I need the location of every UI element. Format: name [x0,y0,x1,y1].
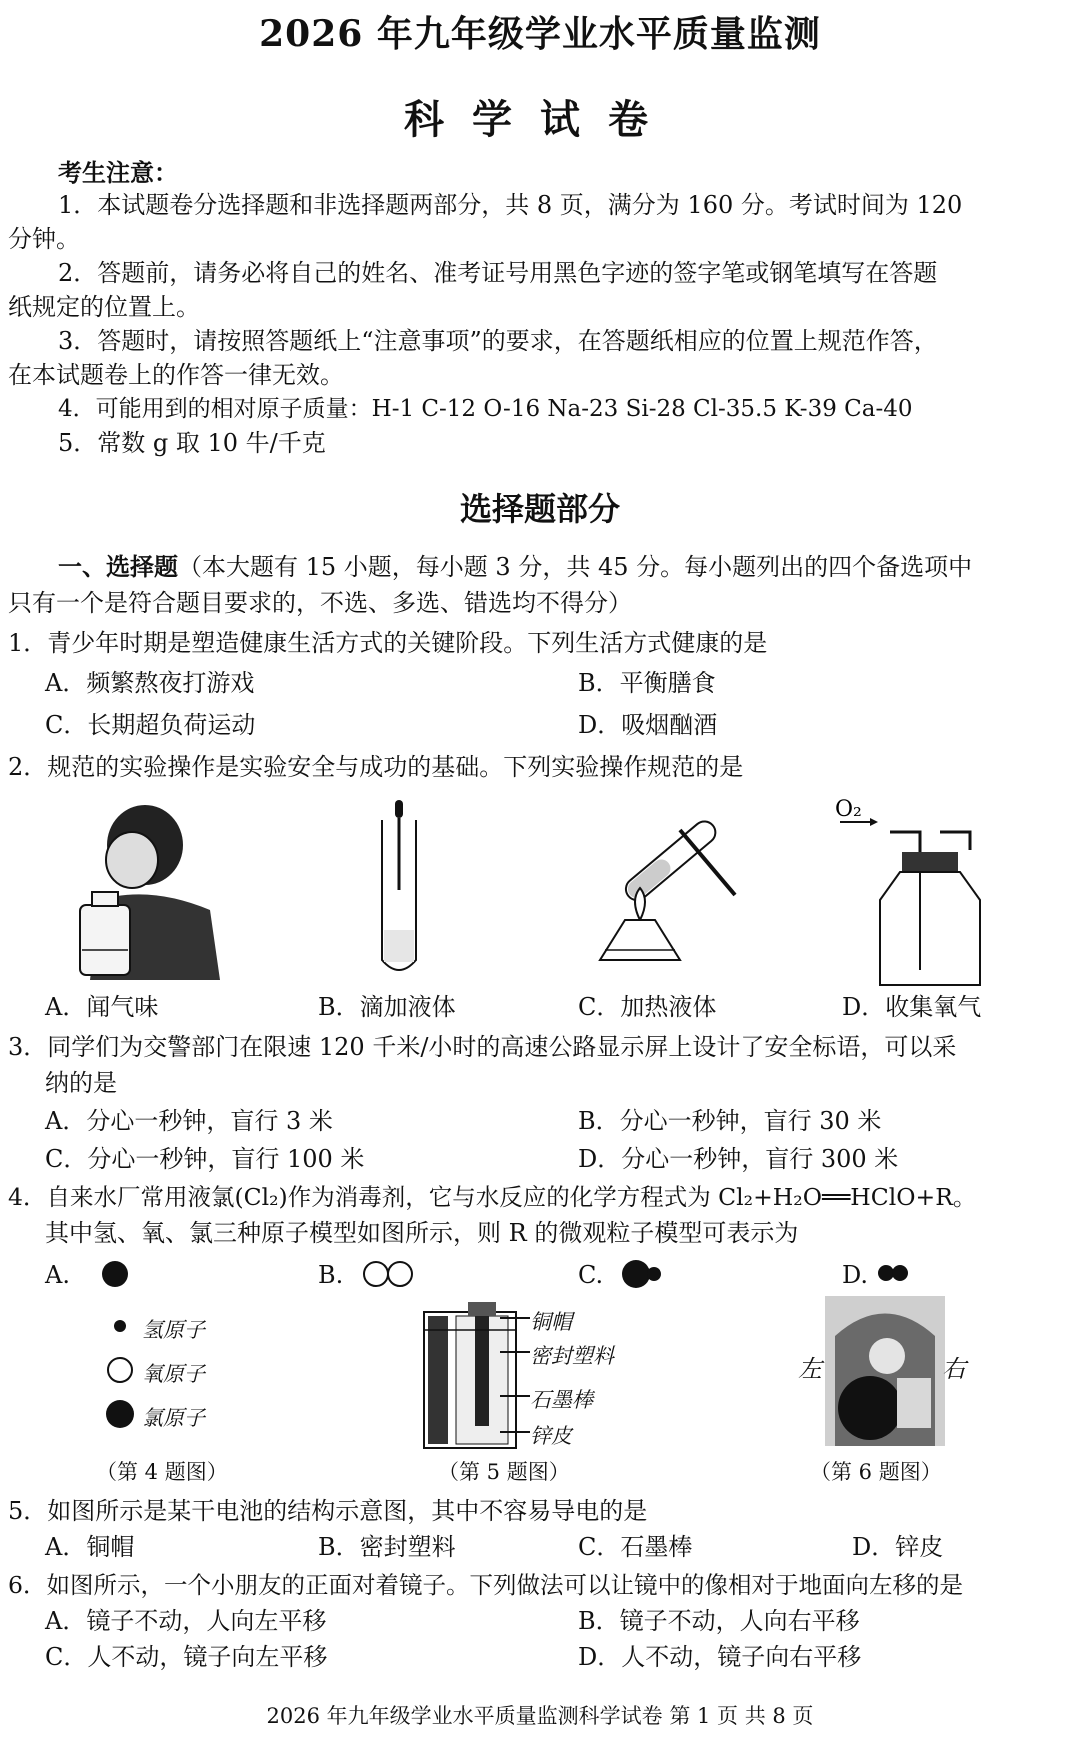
q4-option-b: B. [318,1261,344,1289]
q4-b-model [362,1258,422,1288]
q5-option-d: D．锌皮 [852,1533,944,1561]
q2-option-a: A．闻气味 [45,993,159,1021]
part1-desc-line1: （本大题有 15 小题，每小题 3 分，共 45 分。每小题列出的四个备选项中 [178,553,973,581]
q3-stem-line1: 3．同学们为交警部门在限速 120 千米/小时的高速公路显示屏上设计了安全标语，可以采 [8,1033,957,1061]
exam-subtitle: 科学试卷 [404,96,676,143]
q1-option-a: A．频繁熬夜打游戏 [45,669,255,697]
q6-stem: 6．如图所示，一个小朋友的正面对着镜子。下列做法可以让镜中的像相对于地面向左移的是 [8,1571,963,1599]
q2-option-d: D．收集氧气 [842,993,982,1021]
q4-option-c: C. [578,1261,604,1289]
q1-option-b: B．平衡膳食 [578,669,716,697]
page-footer: 2026 年九年级学业水平质量监测科学试卷 第 1 页 共 8 页 [266,1704,814,1728]
figure-drop-liquid [370,800,430,980]
figure-smell-gas [70,800,230,980]
q5-option-b: B．密封塑料 [318,1533,456,1561]
section-title: 选择题部分 [459,490,620,528]
exam-title: 2026 年九年级学业水平质量监测 [259,13,821,55]
hydrogen-atom [114,1320,126,1332]
notice-line: 2．答题前，请务必将自己的姓名、准考证号用黑色字迹的签字笔或钢笔填写在答题 [58,259,938,287]
fig6-left-label: 左 [798,1355,822,1383]
q1-option-d: D．吸烟酗酒 [578,711,718,739]
q4-d-model [876,1258,916,1288]
chlorine-atom [106,1400,134,1428]
q3-option-b: B．分心一秒钟，盲行 30 米 [578,1107,882,1135]
q4-stem-line2: 其中氢、氧、氯三种原子模型如图所示，则 R 的微观粒子模型可表示为 [45,1219,799,1247]
q4-option-d: D. [842,1261,869,1289]
notice-line: 4．可能用到的相对原子质量：H-1 C-12 O-16 Na-23 Si-28 Cl-35.5 K-39 Ca-40 [58,396,913,422]
q3-option-c: C．分心一秒钟，盲行 100 米 [45,1145,365,1173]
figure-collect-oxygen [830,790,990,990]
o2-label: O₂ [835,797,862,822]
notice-line: 5．常数 g 取 10 牛/千克 [58,429,326,457]
notice-line: 分钟。 [8,225,80,253]
fig5-label-copper-cap: 铜帽 [530,1310,572,1334]
notice-line: 3．答题时，请按照答题纸上“注意事项”的要求，在答题纸相应的位置上规范作答， [58,327,938,355]
part1-desc [58,550,972,584]
notice-heading: 考生注意： [58,158,178,187]
legend-hydrogen: 氢原子 [142,1318,205,1342]
figure-heat-liquid [585,800,755,970]
q2-stem: 2．规范的实验操作是实验安全与成功的基础。下列实验操作规范的是 [8,753,744,781]
q2-option-c: C．加热液体 [578,993,717,1021]
legend-oxygen: 氧原子 [142,1362,205,1386]
q6-option-a: A．镜子不动，人向左平移 [45,1607,327,1635]
q5-option-c: C．石墨棒 [578,1533,693,1561]
q4-a-model [100,1258,130,1288]
fig5-label-zinc-shell: 锌皮 [530,1424,572,1448]
oxygen-atom [108,1358,132,1382]
q4-option-a: A. [45,1261,70,1289]
fig4-caption: （第 4 题图） [96,1460,228,1484]
q1-stem: 1．青少年时期是塑造健康生活方式的关键阶段。下列生活方式健康的是 [8,629,768,657]
q5-option-a: A．铜帽 [45,1533,135,1561]
notice-line: 纸规定的位置上。 [8,293,200,321]
q3-option-d: D．分心一秒钟，盲行 300 米 [578,1145,899,1173]
part1-label: 一、选择题 [58,552,178,581]
q3-stem-line2: 纳的是 [45,1069,117,1097]
part1-desc-line2: 只有一个是符合题目要求的，不选、多选、错选均不得分） [8,589,632,617]
notice-line: 1．本试题卷分选择题和非选择题两部分，共 8 页，满分为 160 分。考试时间为 120 [58,191,963,219]
q1-option-c: C．长期超负荷运动 [45,711,256,739]
fig5-label-plastic-seal: 密封塑料 [530,1344,614,1368]
legend-chlorine: 氯原子 [142,1406,205,1430]
fig6-mirror-photo [825,1296,945,1446]
q3-option-a: A．分心一秒钟，盲行 3 米 [45,1107,333,1135]
fig6-right-label: 右 [942,1355,966,1383]
q6-option-c: C．人不动，镜子向左平移 [45,1643,328,1671]
fig5-label-graphite-rod: 石墨棒 [530,1388,593,1412]
notice-line: 在本试题卷上的作答一律无效。 [8,361,344,389]
q6-option-d: D．人不动，镜子向右平移 [578,1643,862,1671]
q4-stem-line1: 4．自来水厂常用液氯(Cl₂)作为消毒剂，它与水反应的化学方程式为 Cl₂+H₂O══HClO+R。 [8,1183,977,1211]
q6-option-b: B．镜子不动，人向右平移 [578,1607,860,1635]
q2-option-b: B．滴加液体 [318,993,456,1021]
fig6-caption: （第 6 题图） [810,1460,942,1484]
q5-stem: 5．如图所示是某干电池的结构示意图，其中不容易导电的是 [8,1497,648,1525]
q4-c-model [620,1258,670,1288]
fig5-caption: （第 5 题图） [438,1460,570,1484]
